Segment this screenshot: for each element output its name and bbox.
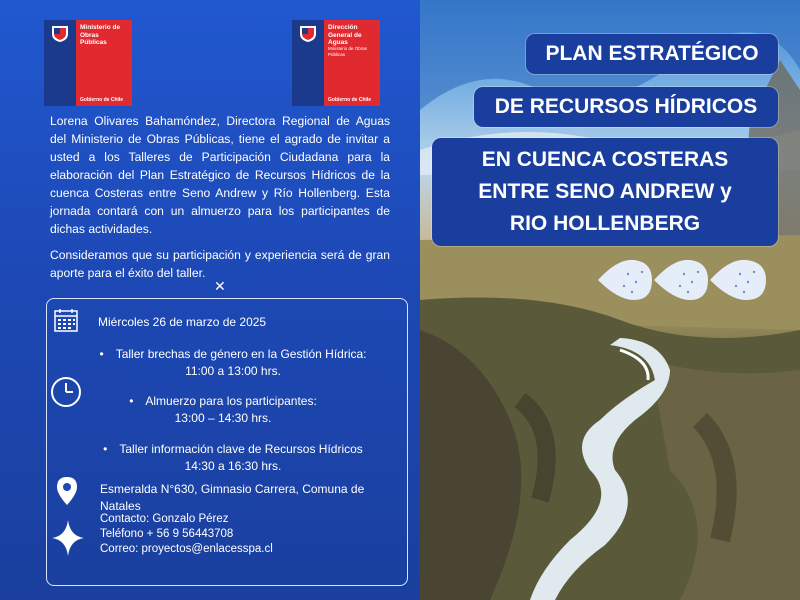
mop-logo — [44, 20, 132, 106]
contact-email: Correo: proyectos@enlacesspa.cl — [100, 543, 273, 555]
location-pin-icon — [56, 476, 78, 506]
contact-info — [100, 512, 380, 557]
title-line-3c: RIO HOLLENBERG — [509, 212, 701, 235]
logo-text: Obras — [80, 31, 99, 39]
calendar-icon — [54, 308, 78, 332]
invitation-paragraph: Lorena Olivares Bahamóndez, Directora Regional de Aguas del Ministerio de Obras Públicas, tiene el agrado de invitar a usted a los Talleres de Participación Ciudadana para la elaboración del Plan Estratégico de Recursos Hídricos de la cuenca Costeras entre Seno Andrew y Río Hollenberg. Esta jornada contará con un almuerzo para los participantes de dichas actividades. — [50, 114, 390, 236]
close-icon: ✕ — [214, 278, 226, 294]
session-item — [118, 393, 328, 427]
chile-shield-icon — [49, 23, 71, 43]
title-line-1: PLAN ESTRATÉGICO — [526, 34, 778, 74]
session-title: • Taller información clave de Recursos Hídricos — [88, 441, 378, 458]
sparkle-icon — [52, 520, 84, 556]
logo-footer: Gobierno de Chile — [328, 97, 372, 103]
closing-paragraph: Consideramos que su participación y experiencia será de gran aporte para el éxito del taller. — [50, 248, 390, 280]
session-time: 11:00 a 13:00 hrs. — [185, 364, 281, 378]
session-time: 13:00 – 14:30 hrs. — [174, 411, 272, 425]
session-title: • Almuerzo para los participantes: — [118, 393, 328, 410]
title-line-3a: EN CUENCA COSTERAS — [481, 148, 729, 171]
logo-text: Públicas — [80, 39, 107, 46]
logo-text: General de — [328, 31, 362, 39]
session-item — [88, 441, 378, 475]
session-item — [88, 346, 378, 380]
logo-subtext: Ministerio de Obras Públicas — [328, 46, 368, 57]
water-drops-icon — [598, 256, 768, 304]
logo-text: Aguas — [328, 39, 348, 46]
chile-shield-icon — [297, 23, 319, 43]
event-date: Miércoles 26 de marzo de 2025 — [98, 315, 267, 329]
session-title: • Taller brechas de género en la Gestión Hídrica: — [88, 346, 378, 363]
contact-phone: Teléfono + 56 9 56443708 — [100, 528, 234, 540]
dga-logo — [292, 20, 380, 106]
logo-text: Ministerio de — [80, 24, 121, 31]
session-time: 14:30 a 16:30 hrs. — [184, 459, 282, 473]
title-line-3b: ENTRE SENO ANDREW y — [478, 180, 732, 203]
logo-footer: Gobierno de Chile — [80, 97, 124, 103]
contact-name: Contacto: Gonzalo Pérez — [100, 513, 229, 525]
title-line-2: DE RECURSOS HÍDRICOS — [474, 87, 778, 127]
event-address: Esmeralda N°630, Gimnasio Carrera, Comuna de Natales — [100, 482, 365, 513]
logo-text: Dirección — [328, 24, 358, 31]
clock-icon — [50, 376, 82, 408]
title-location-box — [432, 138, 778, 246]
